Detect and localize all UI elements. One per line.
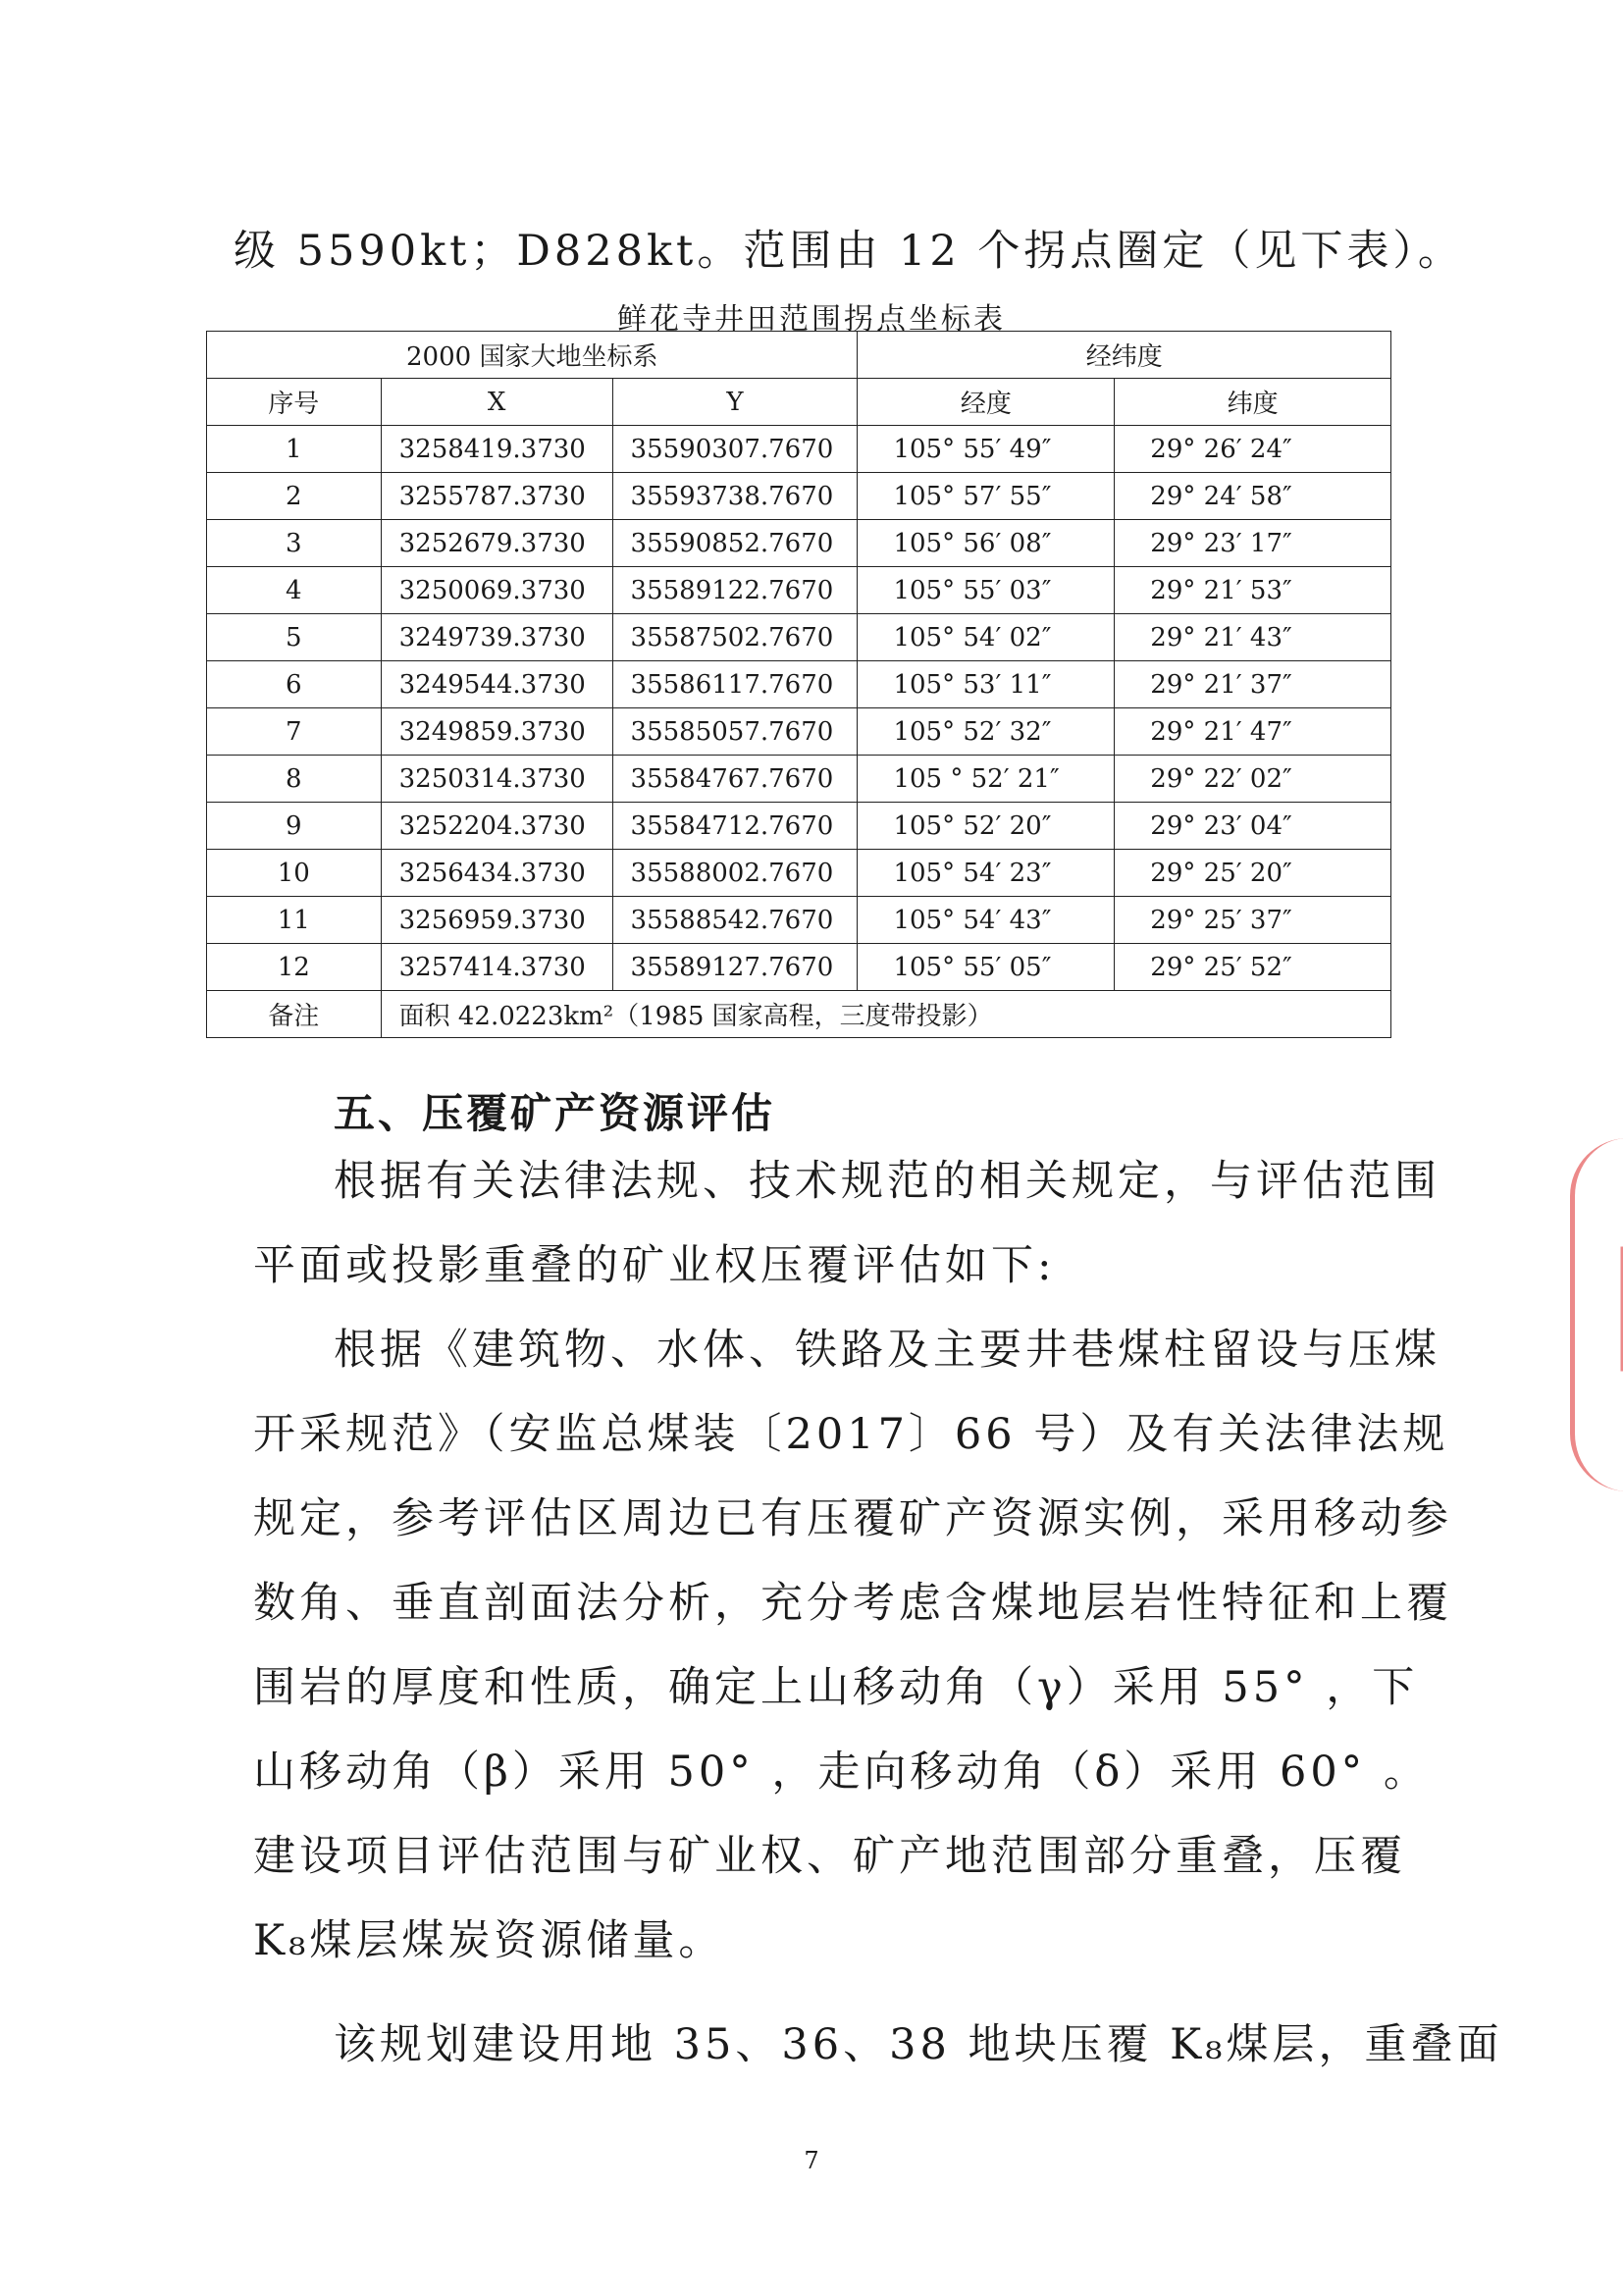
table-row (207, 850, 1391, 897)
col-header-longitude: 经度 (858, 379, 1115, 426)
table-row (207, 520, 1391, 567)
cell-latitude: 29° 23′ 04″ (1115, 803, 1391, 850)
cell-y: 35590852.7670 (612, 520, 858, 567)
cell-y: 35584767.7670 (612, 756, 858, 803)
table-row (207, 708, 1391, 756)
cell-index: 7 (207, 708, 382, 756)
cell-latitude: 29° 22′ 02″ (1115, 756, 1391, 803)
cell-longitude: 105° 55′ 05″ (858, 944, 1115, 991)
cell-y: 35585057.7670 (612, 708, 858, 756)
page-number: 7 (804, 2147, 819, 2174)
cell-y: 35589122.7670 (612, 567, 858, 614)
table-row (207, 756, 1391, 803)
cell-y: 35593738.7670 (612, 473, 858, 520)
cell-index: 10 (207, 850, 382, 897)
cell-index: 2 (207, 473, 382, 520)
cell-index: 5 (207, 614, 382, 661)
col-header-index: 序号 (207, 379, 382, 426)
cell-latitude: 29° 25′ 52″ (1115, 944, 1391, 991)
col-header-latitude: 纬度 (1115, 379, 1391, 426)
cell-longitude: 105° 55′ 49″ (858, 426, 1115, 473)
table-note-row (207, 991, 1391, 1038)
cell-x: 3249544.3730 (381, 661, 612, 708)
cell-index: 6 (207, 661, 382, 708)
cell-index: 3 (207, 520, 382, 567)
cell-x: 3252679.3730 (381, 520, 612, 567)
cell-longitude: 105° 57′ 55″ (858, 473, 1115, 520)
cell-latitude: 29° 25′ 37″ (1115, 897, 1391, 944)
cell-x: 3252204.3730 (381, 803, 612, 850)
paragraph-line: 建设项目评估范围与矿业权、矿产地范围部分重叠，压覆 (253, 1832, 1406, 1881)
cell-x: 3255787.3730 (381, 473, 612, 520)
col-header-x: X (381, 379, 612, 426)
cell-y: 35588002.7670 (612, 850, 858, 897)
cell-y: 35590307.7670 (612, 426, 858, 473)
cell-x: 3250314.3730 (381, 756, 612, 803)
cell-x: 3256959.3730 (381, 897, 612, 944)
cell-y: 35584712.7670 (612, 803, 858, 850)
cell-longitude: 105° 54′ 02″ (858, 614, 1115, 661)
group-header-lat-long: 经纬度 (858, 332, 1391, 379)
cell-longitude: 105° 55′ 03″ (858, 567, 1115, 614)
section-heading: 五、压覆矿产资源评估 (334, 1089, 776, 1137)
table-column-header-row (207, 379, 1391, 426)
table-row (207, 473, 1391, 520)
cell-index: 4 (207, 567, 382, 614)
paragraph-line: 规定，参考评估区周边已有压覆矿产资源实例，采用移动参 (253, 1494, 1452, 1543)
cell-x: 3249859.3730 (381, 708, 612, 756)
cell-index: 1 (207, 426, 382, 473)
cell-latitude: 29° 21′ 47″ (1115, 708, 1391, 756)
table-row (207, 897, 1391, 944)
cell-index: 11 (207, 897, 382, 944)
cell-latitude: 29° 21′ 37″ (1115, 661, 1391, 708)
paragraph-line: 根据《建筑物、水体、铁路及主要井巷煤柱留设与压煤 (334, 1326, 1440, 1375)
cell-latitude: 29° 23′ 17″ (1115, 520, 1391, 567)
paragraph-line: K₈煤层煤炭资源储量。 (253, 1916, 725, 1965)
cell-longitude: 105 ° 52′ 21″ (858, 756, 1115, 803)
cell-longitude: 105° 54′ 43″ (858, 897, 1115, 944)
paragraph-line: 根据有关法律法规、技术规范的相关规定，与评估范围 (334, 1157, 1440, 1206)
cell-x: 3249739.3730 (381, 614, 612, 661)
table-group-header-row (207, 332, 1391, 379)
cell-y: 35589127.7670 (612, 944, 858, 991)
cell-y: 35587502.7670 (612, 614, 858, 661)
cell-latitude: 29° 26′ 24″ (1115, 426, 1391, 473)
table-row (207, 614, 1391, 661)
cell-longitude: 105° 54′ 23″ (858, 850, 1115, 897)
paragraph-line: 平面或投影重叠的矿业权压覆评估如下: (253, 1241, 1056, 1290)
cell-longitude: 105° 52′ 32″ (858, 708, 1115, 756)
cell-x: 3250069.3730 (381, 567, 612, 614)
cell-latitude: 29° 25′ 20″ (1115, 850, 1391, 897)
note-label: 备注 (207, 991, 382, 1038)
table-title: 鲜花寺井田范围拐点坐标表 (617, 302, 1006, 337)
cell-x: 3256434.3730 (381, 850, 612, 897)
cell-y: 35588542.7670 (612, 897, 858, 944)
note-text: 面积 42.0223km²（1985 国家高程，三度带投影） (381, 991, 1390, 1038)
cell-longitude: 105° 53′ 11″ (858, 661, 1115, 708)
table-row (207, 803, 1391, 850)
col-header-y: Y (612, 379, 858, 426)
cell-longitude: 105° 56′ 08″ (858, 520, 1115, 567)
cell-x: 3257414.3730 (381, 944, 612, 991)
cell-latitude: 29° 21′ 43″ (1115, 614, 1391, 661)
table-body (207, 426, 1391, 991)
cell-longitude: 105° 52′ 20″ (858, 803, 1115, 850)
table-row (207, 944, 1391, 991)
cell-latitude: 29° 24′ 58″ (1115, 473, 1391, 520)
cell-latitude: 29° 21′ 53″ (1115, 567, 1391, 614)
paragraph-line: 开采规范》（安监总煤装〔2017〕66 号）及有关法律法规 (253, 1410, 1449, 1459)
cell-y: 35586117.7670 (612, 661, 858, 708)
group-header-coord-system: 2000 国家大地坐标系 (207, 332, 858, 379)
paragraph-line: 数角、垂直剖面法分析，充分考虑含煤地层岩性特征和上覆 (253, 1579, 1452, 1628)
cell-x: 3258419.3730 (381, 426, 612, 473)
top-text-line: 级 5590kt；D828kt。范围由 12 个拐点圈定（见下表）。 (234, 227, 1464, 276)
seal-stamp-edge (1570, 1138, 1623, 1491)
paragraph-line: 围岩的厚度和性质，确定上山移动角（γ）采用 55° ，下 (253, 1663, 1419, 1712)
cell-index: 12 (207, 944, 382, 991)
table-row (207, 661, 1391, 708)
table-row (207, 567, 1391, 614)
cell-index: 8 (207, 756, 382, 803)
paragraph-line: 该规划建设用地 35、36、38 地块压覆 K₈煤层，重叠面 (334, 2020, 1503, 2069)
coordinate-table (206, 331, 1391, 1038)
table-row (207, 426, 1391, 473)
paragraph-line: 山移动角（β）采用 50° ，走向移动角（δ）采用 60° 。 (253, 1748, 1430, 1797)
cell-index: 9 (207, 803, 382, 850)
